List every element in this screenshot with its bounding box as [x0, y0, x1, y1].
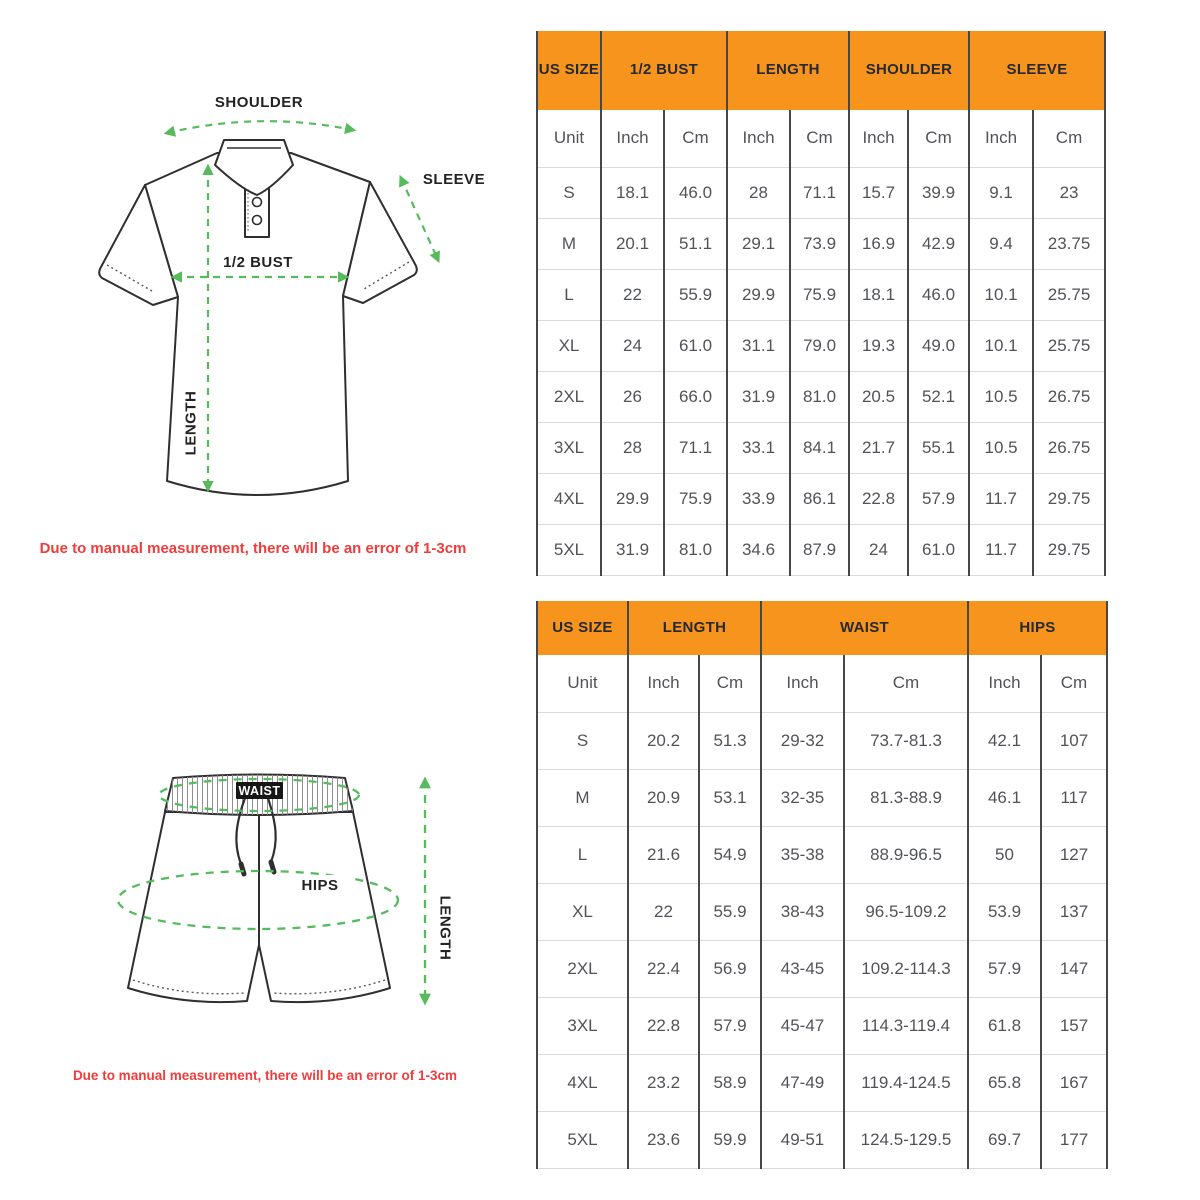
size-row — [537, 997, 1107, 1054]
table-cell: 21.7 — [849, 422, 908, 473]
table-cell: 29.9 — [601, 473, 664, 524]
table-cell: L — [537, 826, 628, 883]
table-cell: 20.2 — [628, 712, 699, 769]
table-cell: 24 — [601, 320, 664, 371]
table-cell: 32-35 — [761, 769, 844, 826]
table-cell: 26.75 — [1033, 371, 1105, 422]
table-cell: 51.3 — [699, 712, 761, 769]
table-cell: 49.0 — [908, 320, 969, 371]
table-cell: 127 — [1041, 826, 1107, 883]
table-cell: M — [537, 218, 601, 269]
table-cell: 46.0 — [908, 269, 969, 320]
table-cell: 42.9 — [908, 218, 969, 269]
table-cell: 19.3 — [849, 320, 908, 371]
table-cell: Cm — [908, 110, 969, 167]
column-group-header: SHOULDER — [849, 31, 969, 110]
table-cell: 61.8 — [968, 997, 1041, 1054]
table-cell: 15.7 — [849, 167, 908, 218]
table-cell: 45-47 — [761, 997, 844, 1054]
table-cell: 10.5 — [969, 422, 1033, 473]
table-cell: Unit — [537, 110, 601, 167]
size-row — [537, 371, 1105, 422]
table-cell: 79.0 — [790, 320, 849, 371]
table-cell: Inch — [601, 110, 664, 167]
hips-label: HIPS — [301, 877, 339, 894]
table-cell: 96.5-109.2 — [844, 883, 968, 940]
table-cell: 157 — [1041, 997, 1107, 1054]
table-cell: 31.9 — [727, 371, 790, 422]
table-cell: Cm — [1041, 655, 1107, 712]
drawstring-left-tip — [241, 864, 244, 874]
size-row — [537, 524, 1105, 575]
table-cell: 29.9 — [727, 269, 790, 320]
size-row — [537, 473, 1105, 524]
table-cell: 29.1 — [727, 218, 790, 269]
table-cell: 34.6 — [727, 524, 790, 575]
table-cell: 75.9 — [664, 473, 727, 524]
table-cell: 114.3-119.4 — [844, 997, 968, 1054]
table-cell: Inch — [849, 110, 908, 167]
header-row — [537, 31, 1105, 110]
table-cell: 73.9 — [790, 218, 849, 269]
unit-row — [537, 110, 1105, 167]
table-cell: 28 — [601, 422, 664, 473]
table-cell: Cm — [664, 110, 727, 167]
table-cell: 109.2-114.3 — [844, 940, 968, 997]
table-cell: 51.1 — [664, 218, 727, 269]
table-cell: 61.0 — [664, 320, 727, 371]
table-cell: L — [537, 269, 601, 320]
column-group-header: SLEEVE — [969, 31, 1105, 110]
table-cell: 46.1 — [968, 769, 1041, 826]
table-cell: 87.9 — [790, 524, 849, 575]
shirt-size-table — [536, 31, 1106, 576]
table-cell: 137 — [1041, 883, 1107, 940]
table-cell: 9.1 — [969, 167, 1033, 218]
table-cell: 56.9 — [699, 940, 761, 997]
table-cell: 10.1 — [969, 269, 1033, 320]
table-cell: Inch — [727, 110, 790, 167]
unit-row — [537, 655, 1107, 712]
table-cell: 71.1 — [790, 167, 849, 218]
shirt-table-header — [537, 31, 1105, 110]
table-cell: 57.9 — [699, 997, 761, 1054]
table-cell: Inch — [969, 110, 1033, 167]
table-cell: 10.5 — [969, 371, 1033, 422]
table-cell: 86.1 — [790, 473, 849, 524]
table-cell: 31.9 — [601, 524, 664, 575]
table-cell: 71.1 — [664, 422, 727, 473]
polo-shirt-diagram — [45, 85, 515, 555]
table-cell: 43-45 — [761, 940, 844, 997]
table-cell: 20.1 — [601, 218, 664, 269]
table-cell: 2XL — [537, 371, 601, 422]
table-cell: M — [537, 769, 628, 826]
shoulder-label: SHOULDER — [214, 94, 304, 111]
table-cell: 50 — [968, 826, 1041, 883]
table-cell: 4XL — [537, 473, 601, 524]
table-cell: 11.7 — [969, 473, 1033, 524]
size-row — [537, 712, 1107, 769]
table-cell: Cm — [790, 110, 849, 167]
table-cell: 18.1 — [601, 167, 664, 218]
table-cell: 10.1 — [969, 320, 1033, 371]
table-cell: 117 — [1041, 769, 1107, 826]
size-row — [537, 883, 1107, 940]
table-cell: 18.1 — [849, 269, 908, 320]
table-cell: 53.9 — [968, 883, 1041, 940]
table-cell: Cm — [1033, 110, 1105, 167]
table-cell: 81.0 — [664, 524, 727, 575]
table-cell: 57.9 — [968, 940, 1041, 997]
column-group-header: WAIST — [761, 601, 968, 655]
shoulder-measure-arrow — [167, 121, 353, 133]
table-cell: 35-38 — [761, 826, 844, 883]
table-cell: 20.5 — [849, 371, 908, 422]
size-row — [537, 422, 1105, 473]
size-row — [537, 826, 1107, 883]
table-cell: XL — [537, 320, 601, 371]
table-cell: 5XL — [537, 524, 601, 575]
table-cell: Inch — [628, 655, 699, 712]
table-cell: 4XL — [537, 1054, 628, 1111]
table-cell: 23 — [1033, 167, 1105, 218]
polo-button — [253, 216, 262, 225]
table-cell: 75.9 — [790, 269, 849, 320]
table-cell: 23.6 — [628, 1111, 699, 1168]
table-cell: 69.7 — [968, 1111, 1041, 1168]
table-cell: 42.1 — [968, 712, 1041, 769]
size-row — [537, 1111, 1107, 1168]
table-cell: 84.1 — [790, 422, 849, 473]
table-cell: 54.9 — [699, 826, 761, 883]
shorts-diagram — [95, 738, 485, 1068]
table-cell: 55.9 — [699, 883, 761, 940]
table-cell: 3XL — [537, 997, 628, 1054]
table-cell: Unit — [537, 655, 628, 712]
column-group-header: 1/2 BUST — [601, 31, 727, 110]
column-group-header: HIPS — [968, 601, 1107, 655]
bust-label: 1/2 BUST — [223, 254, 293, 271]
shorts-size-table — [536, 601, 1108, 1169]
table-cell: 9.4 — [969, 218, 1033, 269]
table-cell: 20.9 — [628, 769, 699, 826]
table-cell: 107 — [1041, 712, 1107, 769]
table-cell: 23.2 — [628, 1054, 699, 1111]
table-cell: 59.9 — [699, 1111, 761, 1168]
table-cell: 29.75 — [1033, 524, 1105, 575]
column-group-header: LENGTH — [727, 31, 849, 110]
table-cell: 52.1 — [908, 371, 969, 422]
table-cell: 58.9 — [699, 1054, 761, 1111]
table-cell: 88.9-96.5 — [844, 826, 968, 883]
table-cell: 66.0 — [664, 371, 727, 422]
table-cell: 21.6 — [628, 826, 699, 883]
table-cell: 31.1 — [727, 320, 790, 371]
shirt-table-body — [537, 110, 1105, 575]
table-cell: 25.75 — [1033, 320, 1105, 371]
table-cell: 16.9 — [849, 218, 908, 269]
table-cell: 2XL — [537, 940, 628, 997]
size-row — [537, 940, 1107, 997]
table-cell: 57.9 — [908, 473, 969, 524]
table-cell: 65.8 — [968, 1054, 1041, 1111]
table-cell: 33.1 — [727, 422, 790, 473]
size-row — [537, 167, 1105, 218]
table-cell: 22.8 — [628, 997, 699, 1054]
table-cell: 55.1 — [908, 422, 969, 473]
table-cell: Inch — [761, 655, 844, 712]
waist-label: WAIST — [238, 784, 281, 798]
table-cell: 38-43 — [761, 883, 844, 940]
size-row — [537, 218, 1105, 269]
table-cell: 167 — [1041, 1054, 1107, 1111]
size-row — [537, 769, 1107, 826]
size-row — [537, 320, 1105, 371]
table-cell: 81.3-88.9 — [844, 769, 968, 826]
table-cell: 22 — [628, 883, 699, 940]
sleeve-label: SLEEVE — [422, 171, 486, 188]
shirt-length-label: LENGTH — [182, 390, 200, 456]
table-cell: 119.4-124.5 — [844, 1054, 968, 1111]
shorts-table-body — [537, 655, 1107, 1168]
column-group-header: US SIZE — [537, 601, 628, 655]
shorts-table-header — [537, 601, 1107, 655]
table-cell: 26 — [601, 371, 664, 422]
size-row — [537, 1054, 1107, 1111]
table-cell: 73.7-81.3 — [844, 712, 968, 769]
table-cell: S — [537, 712, 628, 769]
table-cell: 3XL — [537, 422, 601, 473]
table-cell: 22.4 — [628, 940, 699, 997]
table-cell: 11.7 — [969, 524, 1033, 575]
table-cell: 147 — [1041, 940, 1107, 997]
table-cell: 39.9 — [908, 167, 969, 218]
table-cell: 24 — [849, 524, 908, 575]
waist-badge — [236, 782, 283, 799]
polo-button — [253, 198, 262, 207]
table-cell: 55.9 — [664, 269, 727, 320]
table-cell: 53.1 — [699, 769, 761, 826]
measurement-note-shorts: Due to manual measurement, there will be an error of 1-3cm — [72, 1068, 458, 1083]
table-cell: 25.75 — [1033, 269, 1105, 320]
table-cell: 29-32 — [761, 712, 844, 769]
table-cell: 23.75 — [1033, 218, 1105, 269]
table-cell: 29.75 — [1033, 473, 1105, 524]
measurement-note-shirt: Due to manual measurement, there will be an error of 1-3cm — [39, 540, 467, 557]
table-cell: 49-51 — [761, 1111, 844, 1168]
table-cell: 61.0 — [908, 524, 969, 575]
table-cell: Cm — [699, 655, 761, 712]
table-cell: 28 — [727, 167, 790, 218]
size-row — [537, 269, 1105, 320]
column-group-header: US SIZE — [537, 31, 601, 110]
table-cell: XL — [537, 883, 628, 940]
table-cell: Inch — [968, 655, 1041, 712]
shorts-length-label: LENGTH — [436, 895, 454, 961]
column-group-header: LENGTH — [628, 601, 761, 655]
table-cell: 81.0 — [790, 371, 849, 422]
table-cell: 46.0 — [664, 167, 727, 218]
table-cell: Cm — [844, 655, 968, 712]
header-row — [537, 601, 1107, 655]
table-cell: 177 — [1041, 1111, 1107, 1168]
table-cell: 22 — [601, 269, 664, 320]
table-cell: 22.8 — [849, 473, 908, 524]
table-cell: 33.9 — [727, 473, 790, 524]
table-cell: 26.75 — [1033, 422, 1105, 473]
table-cell: 5XL — [537, 1111, 628, 1168]
table-cell: S — [537, 167, 601, 218]
table-cell: 47-49 — [761, 1054, 844, 1111]
table-cell: 124.5-129.5 — [844, 1111, 968, 1168]
